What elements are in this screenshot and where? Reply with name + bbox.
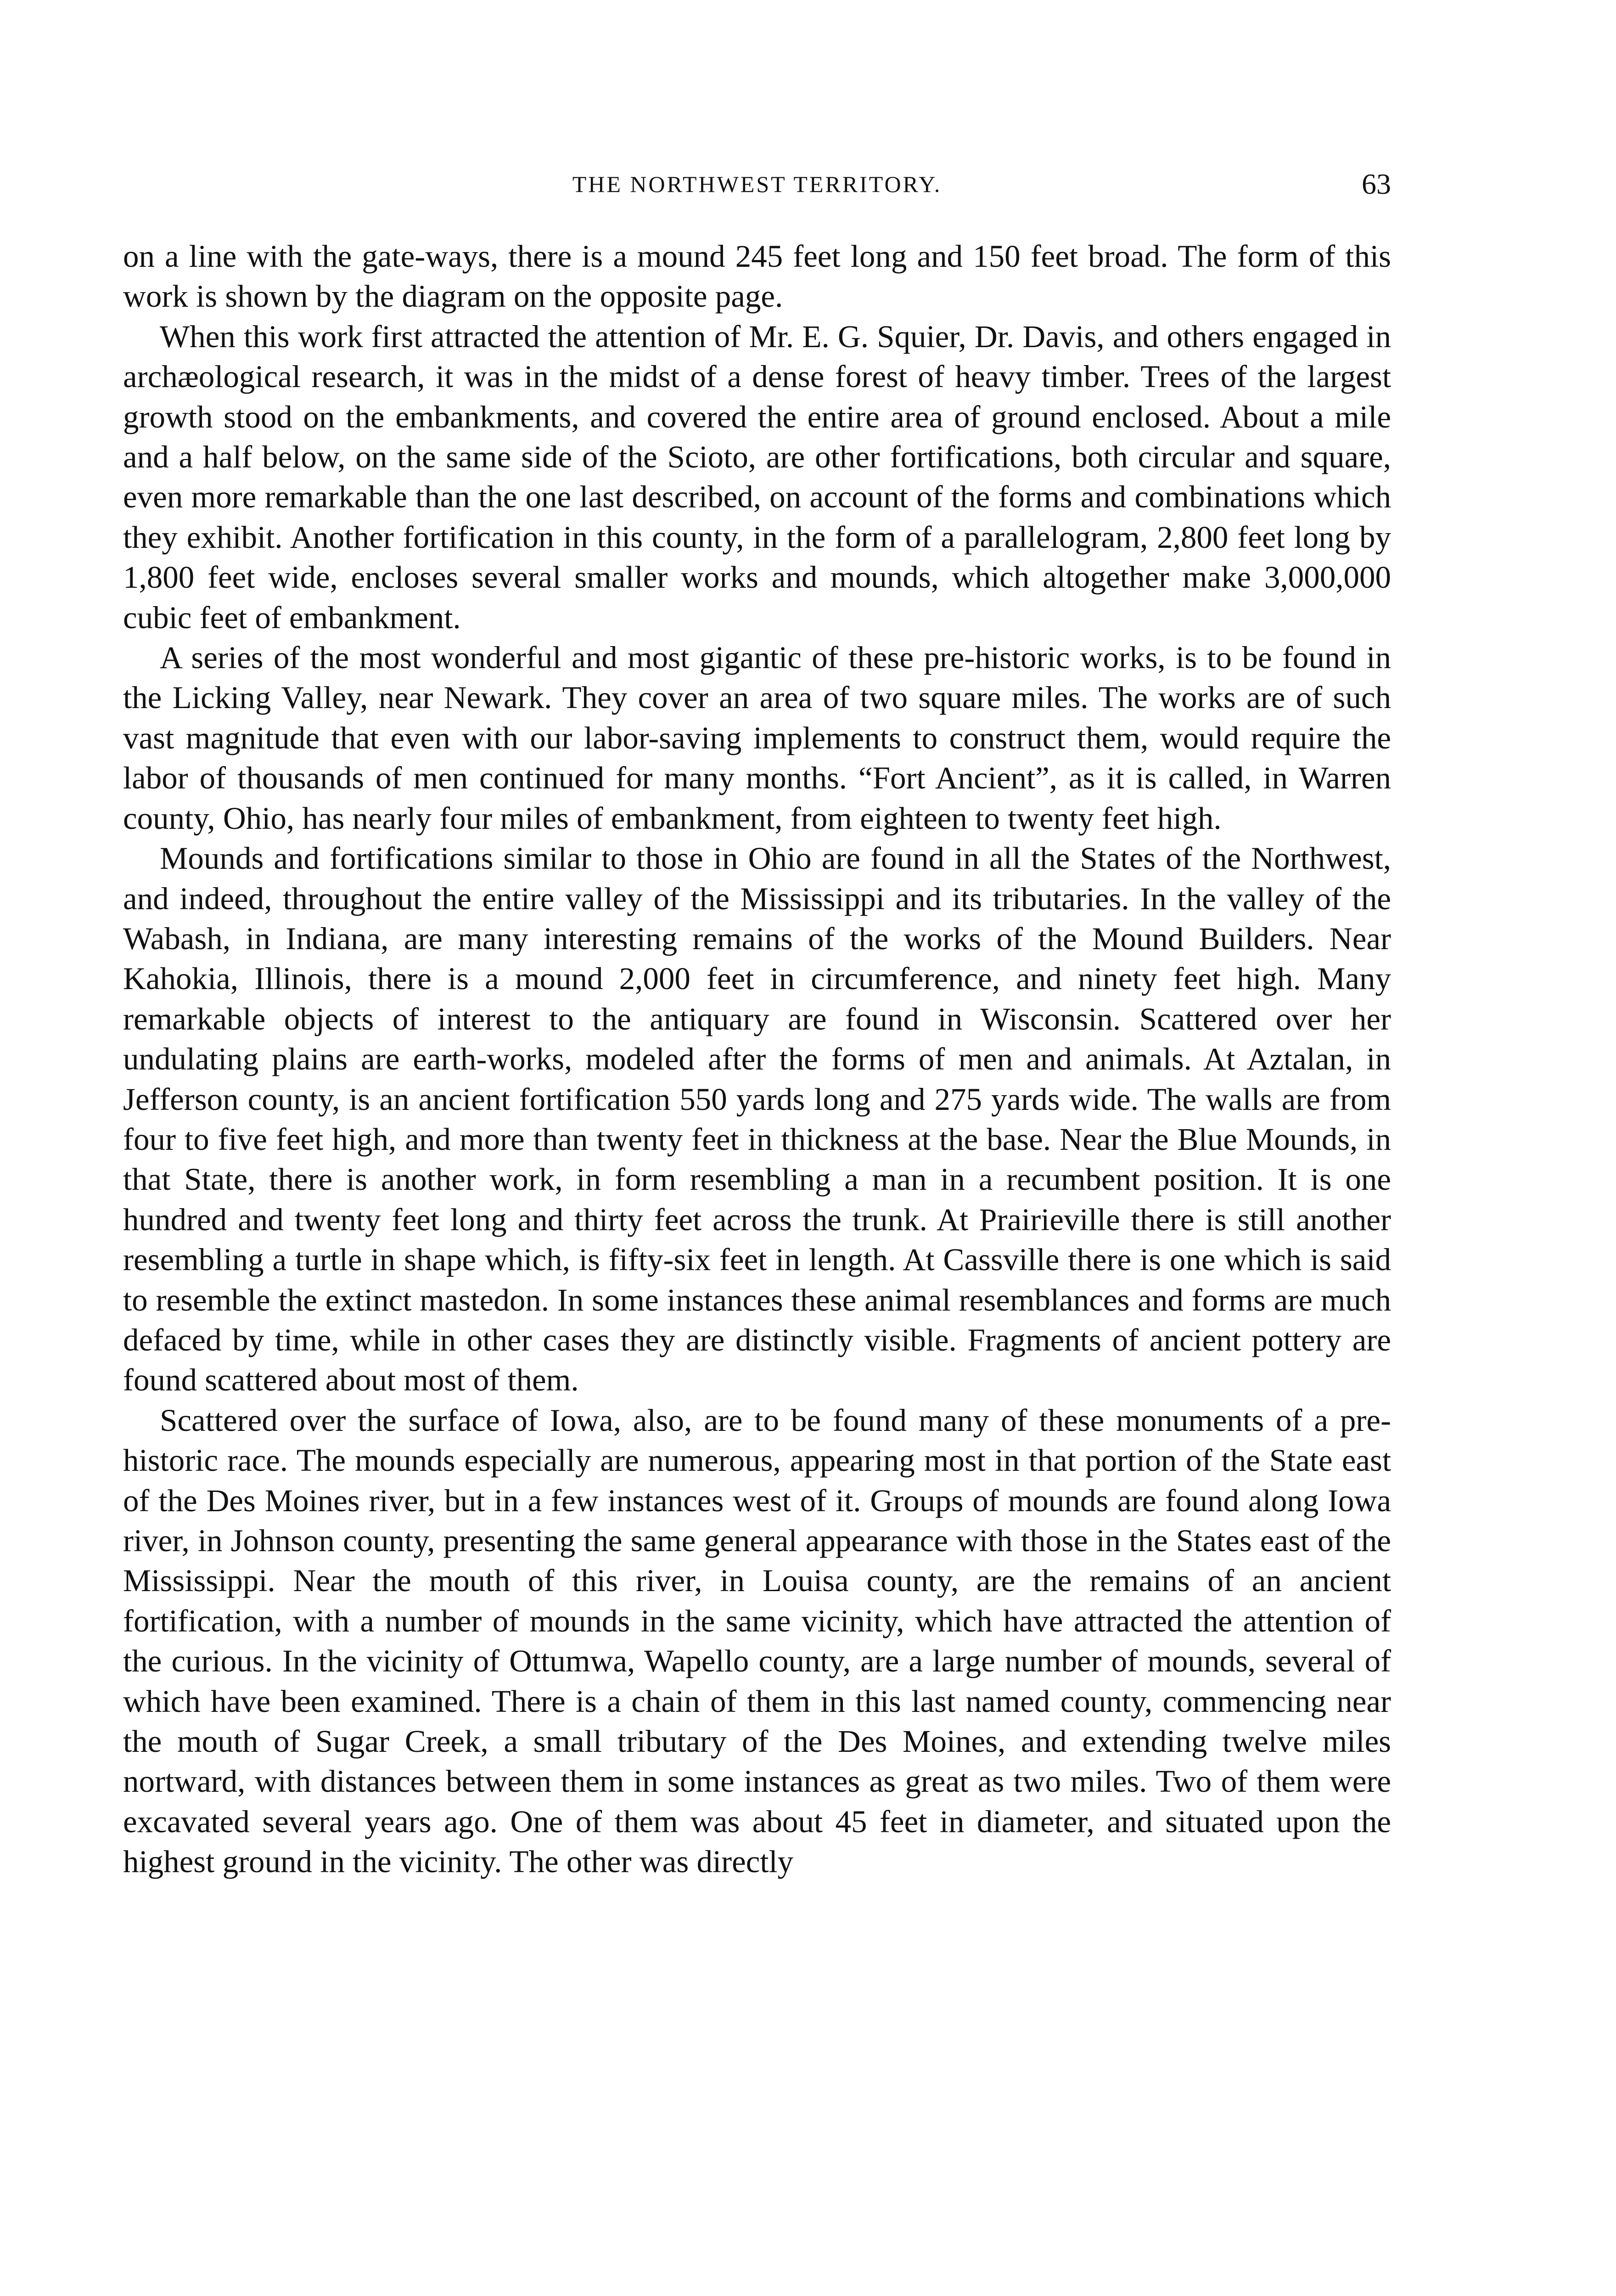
paragraph-licking-valley: A series of the most wonderful and most gigantic of these pre-historic works, is to be found in the Licking Valley, near Newark. They cover an area of two square miles. The works are of such vast magnitude that even with our labor-saving implements to construct them, would require the labor of thousands of men continued for many months. “Fort Ancient”, as it is called, in Warren county, Ohio, has nearly four miles of embankment, from eighteen to twenty feet high. <box>123 640 1391 836</box>
paragraph-iowa-mounds: Scattered over the surface of Iowa, also, are to be found many of these monuments of a pre-historic race. The mounds especially are numerous, appearing most in that portion of the State east of the Des Moines river, but in a few instances west of it. Groups of mounds are found along Iowa river, in Johnson county, presenting the same general appearance with those in the States east of the Mississippi. Near the mouth of this river, in Louisa county, are the remains of an ancient fortification, with a number of mounds in the same vicinity, which have attracted the attention of the curious. In the vicinity of Ottumwa, Wapello county, are a large number of mounds, several of which have been examined. There is a chain of them in this last named county, commencing near the mouth of Sugar Creek, a small tributary of the Des Moines, and extending twelve miles nortward, with distances between them in some instances as great as two miles. Two of them were excavated several years ago. One of them was about 45 feet in diameter, and situated upon the highest ground in the vicinity. The other was directly <box>123 1402 1391 1880</box>
body-text <box>123 236 1391 1882</box>
running-title: THE NORTHWEST TERRITORY. <box>572 171 942 197</box>
page-header <box>123 159 1391 209</box>
paragraph-northwest-mounds: Mounds and fortifications similar to those in Ohio are found in all the States of the Northwest, and indeed, throughout the entire valley of the Mississippi and its tributaries. In the valley of the Wabash, in Indiana, are many interesting remains of the works of the Mound Builders. Near Kahokia, Illinois, there is a mound 2,000 feet in circumference, and ninety feet high. Many remarkable objects of interest to the antiquary are found in Wisconsin. Scattered over her undulating plains are earth-works, modeled after the forms of men and animals. At Aztalan, in Jefferson county, is an ancient fortification 550 yards long and 275 yards wide. The walls are from four to five feet high, and more than twenty feet in thickness at the base. Near the Blue Mounds, in that State, there is another work, in form resembling a man in a recumbent position. It is one hundred and twenty feet long and thirty feet across the trunk. At Prairieville there is still another resembling a turtle in shape which, is fifty-six feet in length. At Cassville there is one which is said to resemble the extinct mastedon. In some instances these animal resemblances and forms are much defaced by time, while in other cases they are distinctly visible. Fragments of ancient pottery are found scattered about most of them. <box>123 841 1391 1398</box>
page-number: 63 <box>1362 168 1391 200</box>
paragraph-continuation: on a line with the gate-ways, there is a mound 245 feet long and 150 feet broad. The form of this work is shown by the diagram on the opposite page. <box>123 239 1391 314</box>
paragraph-squier-davis: When this work first attracted the attention of Mr. E. G. Squier, Dr. Davis, and others engaged in archæological research, it was in the midst of a dense forest of heavy timber. Trees of the largest growth stood on the embankments, and covered the entire area of ground enclosed. About a mile and a half below, on the same side of the Scioto, are other fortifications, both circular and square, even more remarkable than the one last described, on account of the forms and combinations which they exhibit. Another fortification in this county, in the form of a parallelogram, 2,800 feet long by 1,800 feet wide, encloses several smaller works and mounds, which altogether make 3,000,000 cubic feet of embankment. <box>123 319 1391 635</box>
